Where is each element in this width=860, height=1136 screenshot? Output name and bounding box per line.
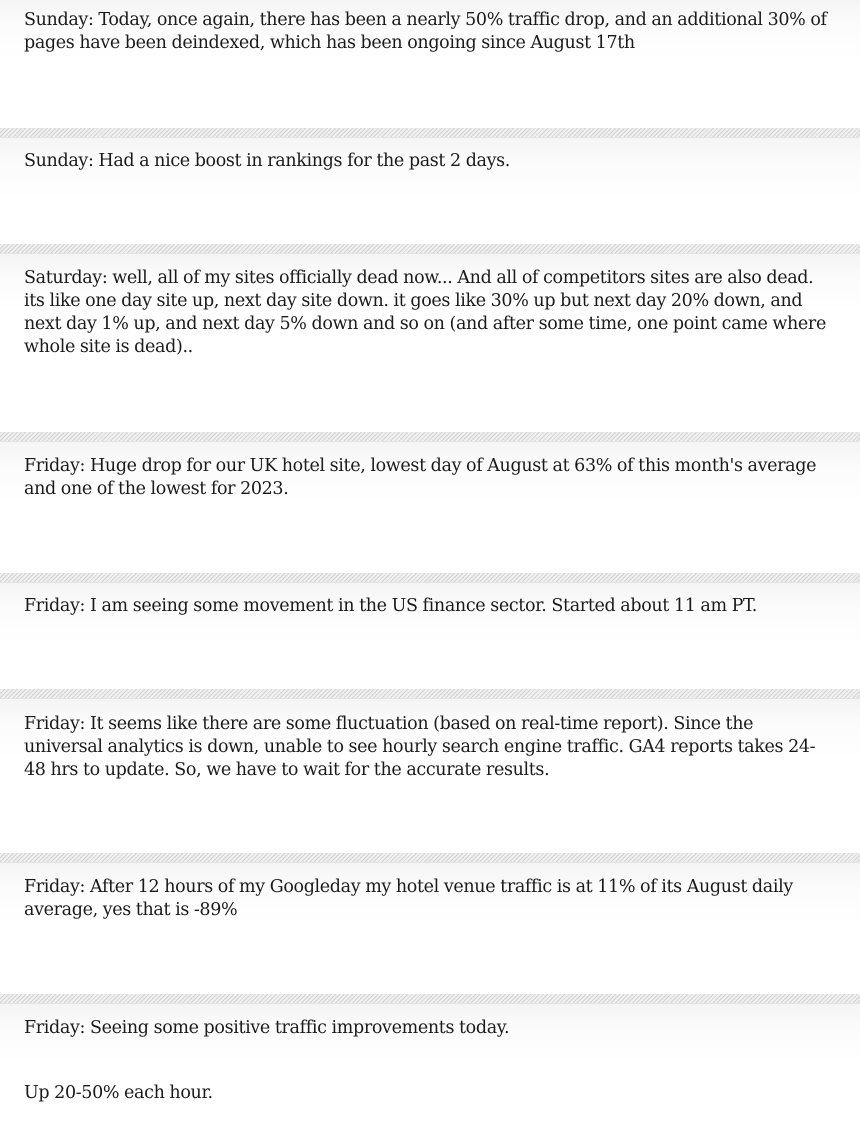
comment-separator	[0, 994, 860, 1004]
comment-text: Friday: Seeing some positive traffic improvements today.	[24, 1018, 510, 1038]
comment-item	[0, 138, 860, 244]
comment-separator	[0, 689, 860, 699]
comment-item	[0, 0, 860, 128]
comment-separator	[0, 573, 860, 583]
comment-item	[0, 1004, 860, 1136]
comment-item	[0, 863, 860, 994]
comment-text: Friday: After 12 hours of my Googleday my hotel venue traffic is at 11% of its August daily average, yes that is -89%	[24, 877, 793, 920]
comment-separator	[0, 432, 860, 442]
comment-separator	[0, 128, 860, 138]
comment-item	[0, 583, 860, 689]
comment-text: Sunday: Had a nice boost in rankings for the past 2 days.	[24, 151, 511, 171]
comment-separator	[0, 853, 860, 863]
comment-text: Friday: I am seeing some movement in the US finance sector. Started about 11 am PT.	[24, 596, 758, 616]
comment-text: Saturday: well, all of my sites officially dead now... And all of competitors sites are also dead. its like one day site up, next day site down. it goes like 30% up but next day 20% down, and next day 1% up, and next day 5% down and so on (and after some time, one point came where whole site is dead)..	[24, 268, 826, 357]
comment-item	[0, 699, 860, 853]
comment-item	[0, 254, 860, 432]
comment-text-second-paragraph: Up 20-50% each hour.	[24, 1083, 213, 1103]
comment-item	[0, 442, 860, 573]
comment-text: Sunday: Today, once again, there has been a nearly 50% traffic drop, and an additional 30% of pages have been deindexed, which has been ongoing since August 17th	[24, 10, 827, 53]
comment-separator	[0, 244, 860, 254]
comment-text: Friday: Huge drop for our UK hotel site, lowest day of August at 63% of this month's average and one of the lowest for 2023.	[24, 456, 817, 499]
comment-text: Friday: It seems like there are some fluctuation (based on real-time report). Since the universal analytics is down, unable to see hourly search engine traffic. GA4 reports takes 24-48 hrs to update. So, we have to wait for the accurate results.	[24, 714, 816, 780]
